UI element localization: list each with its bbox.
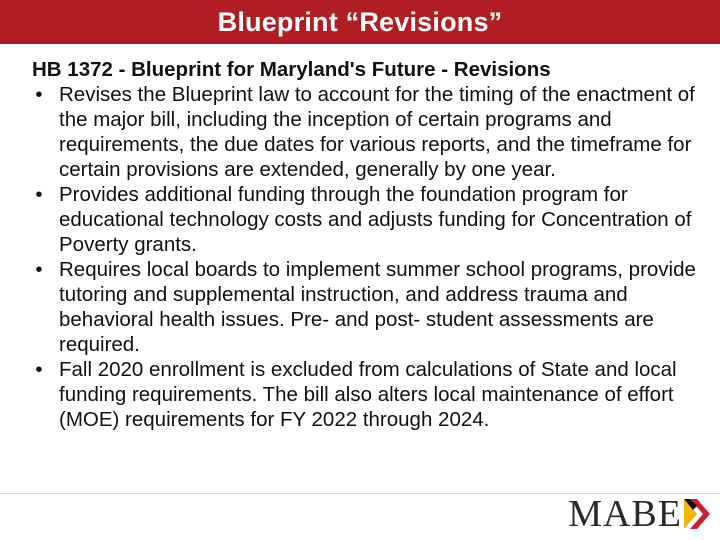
bullet-text: Revises the Blueprint law to account for the timing of the enactment of the major bill, including the inception of certain programs and requirements, the due dates for various reports, and the timeframe for certain provisions are extended, generally by one year. (59, 83, 695, 181)
bullet-text: Requires local boards to implement summer school programs, provide tutoring and supplemental instruction, and address trauma and behavioral health issues. Pre- and post- student assessments are required. (59, 258, 696, 356)
maryland-flag-chevron-icon (684, 499, 710, 529)
bullet-item (32, 182, 702, 257)
slide-title: Blueprint “Revisions” (217, 6, 503, 37)
bullet-list (32, 82, 702, 432)
bullet-dot: • (35, 358, 43, 381)
bullet-text: Fall 2020 enrollment is excluded from calculations of State and local funding requirements. The bill also alters local maintenance of effort (MOE) requirements for FY 2022 through 2024. (59, 358, 677, 431)
title-bar (0, 0, 720, 44)
bullet-item (32, 257, 702, 357)
bullet-dot: • (35, 183, 43, 206)
bullet-text: Provides additional funding through the foundation program for educational technology costs and adjusts funding for Concentration of Poverty grants. (59, 183, 692, 256)
slide-content (32, 57, 702, 432)
bill-heading: HB 1372 - Blueprint for Maryland's Future - Revisions (32, 58, 551, 81)
mabe-logo (568, 494, 710, 534)
bullet-dot: • (35, 83, 43, 106)
logo-text: MABE (568, 493, 682, 535)
bullet-item (32, 357, 702, 432)
bullet-item (32, 82, 702, 182)
bullet-dot: • (35, 258, 43, 281)
